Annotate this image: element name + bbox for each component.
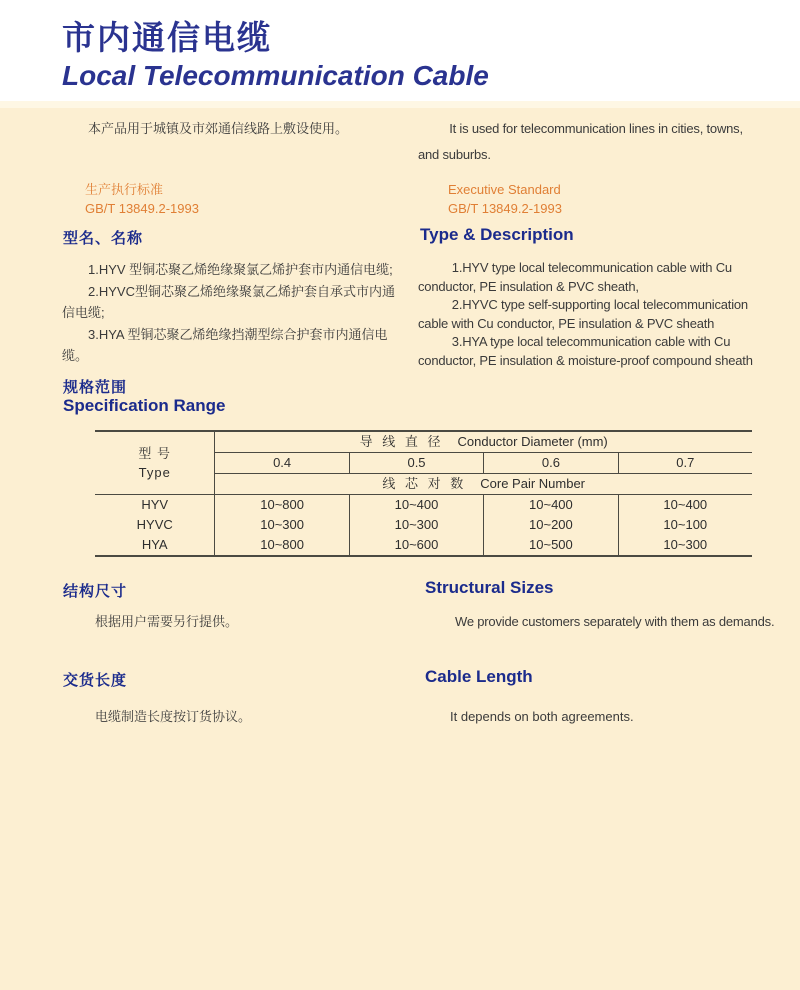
page-title-zh: 市内通信电缆 bbox=[62, 19, 272, 56]
section-title-spec-en: Specification Range bbox=[63, 396, 226, 415]
pair-range-cell: 10~800 bbox=[215, 535, 349, 556]
diameter-header-zh: 导 线 直 径 bbox=[359, 434, 444, 449]
executive-standard-zh bbox=[85, 180, 199, 218]
type-list-item: 3.HYA 型铜芯聚乙烯绝缘挡潮型综合护套市内通信电缆。 bbox=[62, 326, 388, 363]
pair-range-cell: 10~400 bbox=[349, 495, 483, 516]
section-title-structural-en: Structural Sizes bbox=[425, 578, 554, 597]
type-header-en: Type bbox=[138, 465, 171, 480]
section-title-length-zh: 交货长度 bbox=[63, 672, 128, 689]
page-header bbox=[0, 0, 800, 101]
diameter-header-en: Conductor Diameter (mm) bbox=[457, 434, 608, 449]
pair-range-cell: 10~400 bbox=[484, 495, 618, 516]
row-type-label: HYV bbox=[141, 497, 169, 512]
pair-range-cell: 10~400 bbox=[618, 495, 752, 516]
type-list-zh bbox=[62, 259, 402, 367]
diameter-value: 0.7 bbox=[618, 453, 752, 474]
specification-table bbox=[95, 430, 752, 557]
pair-header-zh: 线 芯 对 数 bbox=[382, 476, 467, 491]
standard-value-zh: GB/T 13849.2-1993 bbox=[85, 201, 199, 216]
header-divider-band bbox=[0, 101, 800, 108]
diameter-value: 0.6 bbox=[484, 453, 618, 474]
length-body-en: It depends on both agreements. bbox=[450, 709, 634, 724]
type-list-item: 1.HYV type local telecommunication cable with Cu conductor, PE insulation & PVC sheath, bbox=[418, 260, 732, 294]
diameter-header-cell bbox=[215, 431, 752, 453]
pair-range-cell: 10~200 bbox=[484, 515, 618, 535]
diameter-value: 0.5 bbox=[349, 453, 483, 474]
table-header-row-diameter bbox=[95, 431, 752, 453]
structural-body-zh: 根据用户需要另行提供。 bbox=[95, 614, 239, 629]
type-header-zh: 型 号 bbox=[138, 446, 172, 461]
section-title-type-zh: 型名、名称 bbox=[63, 230, 144, 247]
length-body-zh: 电缆制造长度按订货协议。 bbox=[95, 709, 252, 724]
section-title-structural-zh: 结构尺寸 bbox=[63, 583, 128, 600]
section-title-spec-zh: 规格范围 bbox=[63, 379, 128, 396]
table-header-type bbox=[95, 431, 215, 495]
standard-label-en: Executive Standard bbox=[448, 182, 561, 197]
page-title-en: Local Telecommunication Cable bbox=[62, 60, 489, 91]
pair-range-cell: 10~300 bbox=[618, 535, 752, 556]
type-list-item: 1.HYV 型铜芯聚乙烯绝缘聚氯乙烯护套市内通信电缆; bbox=[88, 262, 393, 277]
diameter-value: 0.4 bbox=[215, 453, 349, 474]
row-type-label: HYA bbox=[141, 537, 168, 552]
table-row bbox=[95, 515, 752, 535]
section-title-length-en: Cable Length bbox=[425, 667, 533, 686]
table-row bbox=[95, 535, 752, 556]
pair-range-cell: 10~600 bbox=[349, 535, 483, 556]
type-list-en bbox=[418, 259, 770, 370]
section-title-type-en: Type & Description bbox=[420, 225, 574, 244]
type-list-item: 3.HYA type local telecommunication cable with Cu conductor, PE insulation & moisture-proof compound sheath bbox=[418, 334, 753, 368]
table-row bbox=[95, 495, 752, 516]
pair-range-cell: 10~500 bbox=[484, 535, 618, 556]
intro-paragraph-en: It is used for telecommunication lines in cities, towns, and suburbs. bbox=[418, 121, 743, 162]
structural-body-en: We provide customers separately with them as demands. bbox=[455, 614, 775, 629]
pair-range-cell: 10~300 bbox=[215, 515, 349, 535]
type-list-item: 2.HYVC type self-supporting local telecommunication cable with Cu conductor, PE insulation & PVC sheath bbox=[418, 297, 748, 331]
pair-header-en: Core Pair Number bbox=[480, 476, 586, 491]
standard-label-zh: 生产执行标准 bbox=[85, 182, 164, 197]
row-type-label: HYVC bbox=[136, 517, 173, 532]
standard-value-en: GB/T 13849.2-1993 bbox=[448, 201, 562, 216]
pair-range-cell: 10~100 bbox=[618, 515, 752, 535]
executive-standard-en bbox=[448, 180, 562, 218]
pair-header-cell bbox=[215, 474, 752, 495]
type-list-item: 2.HYVC型铜芯聚乙烯绝缘聚氯乙烯护套自承式市内通信电缆; bbox=[62, 283, 395, 320]
pair-range-cell: 10~800 bbox=[215, 495, 349, 516]
pair-range-cell: 10~300 bbox=[349, 515, 483, 535]
intro-paragraph-zh: 本产品用于城镇及市郊通信线路上敷设使用。 bbox=[88, 121, 349, 136]
